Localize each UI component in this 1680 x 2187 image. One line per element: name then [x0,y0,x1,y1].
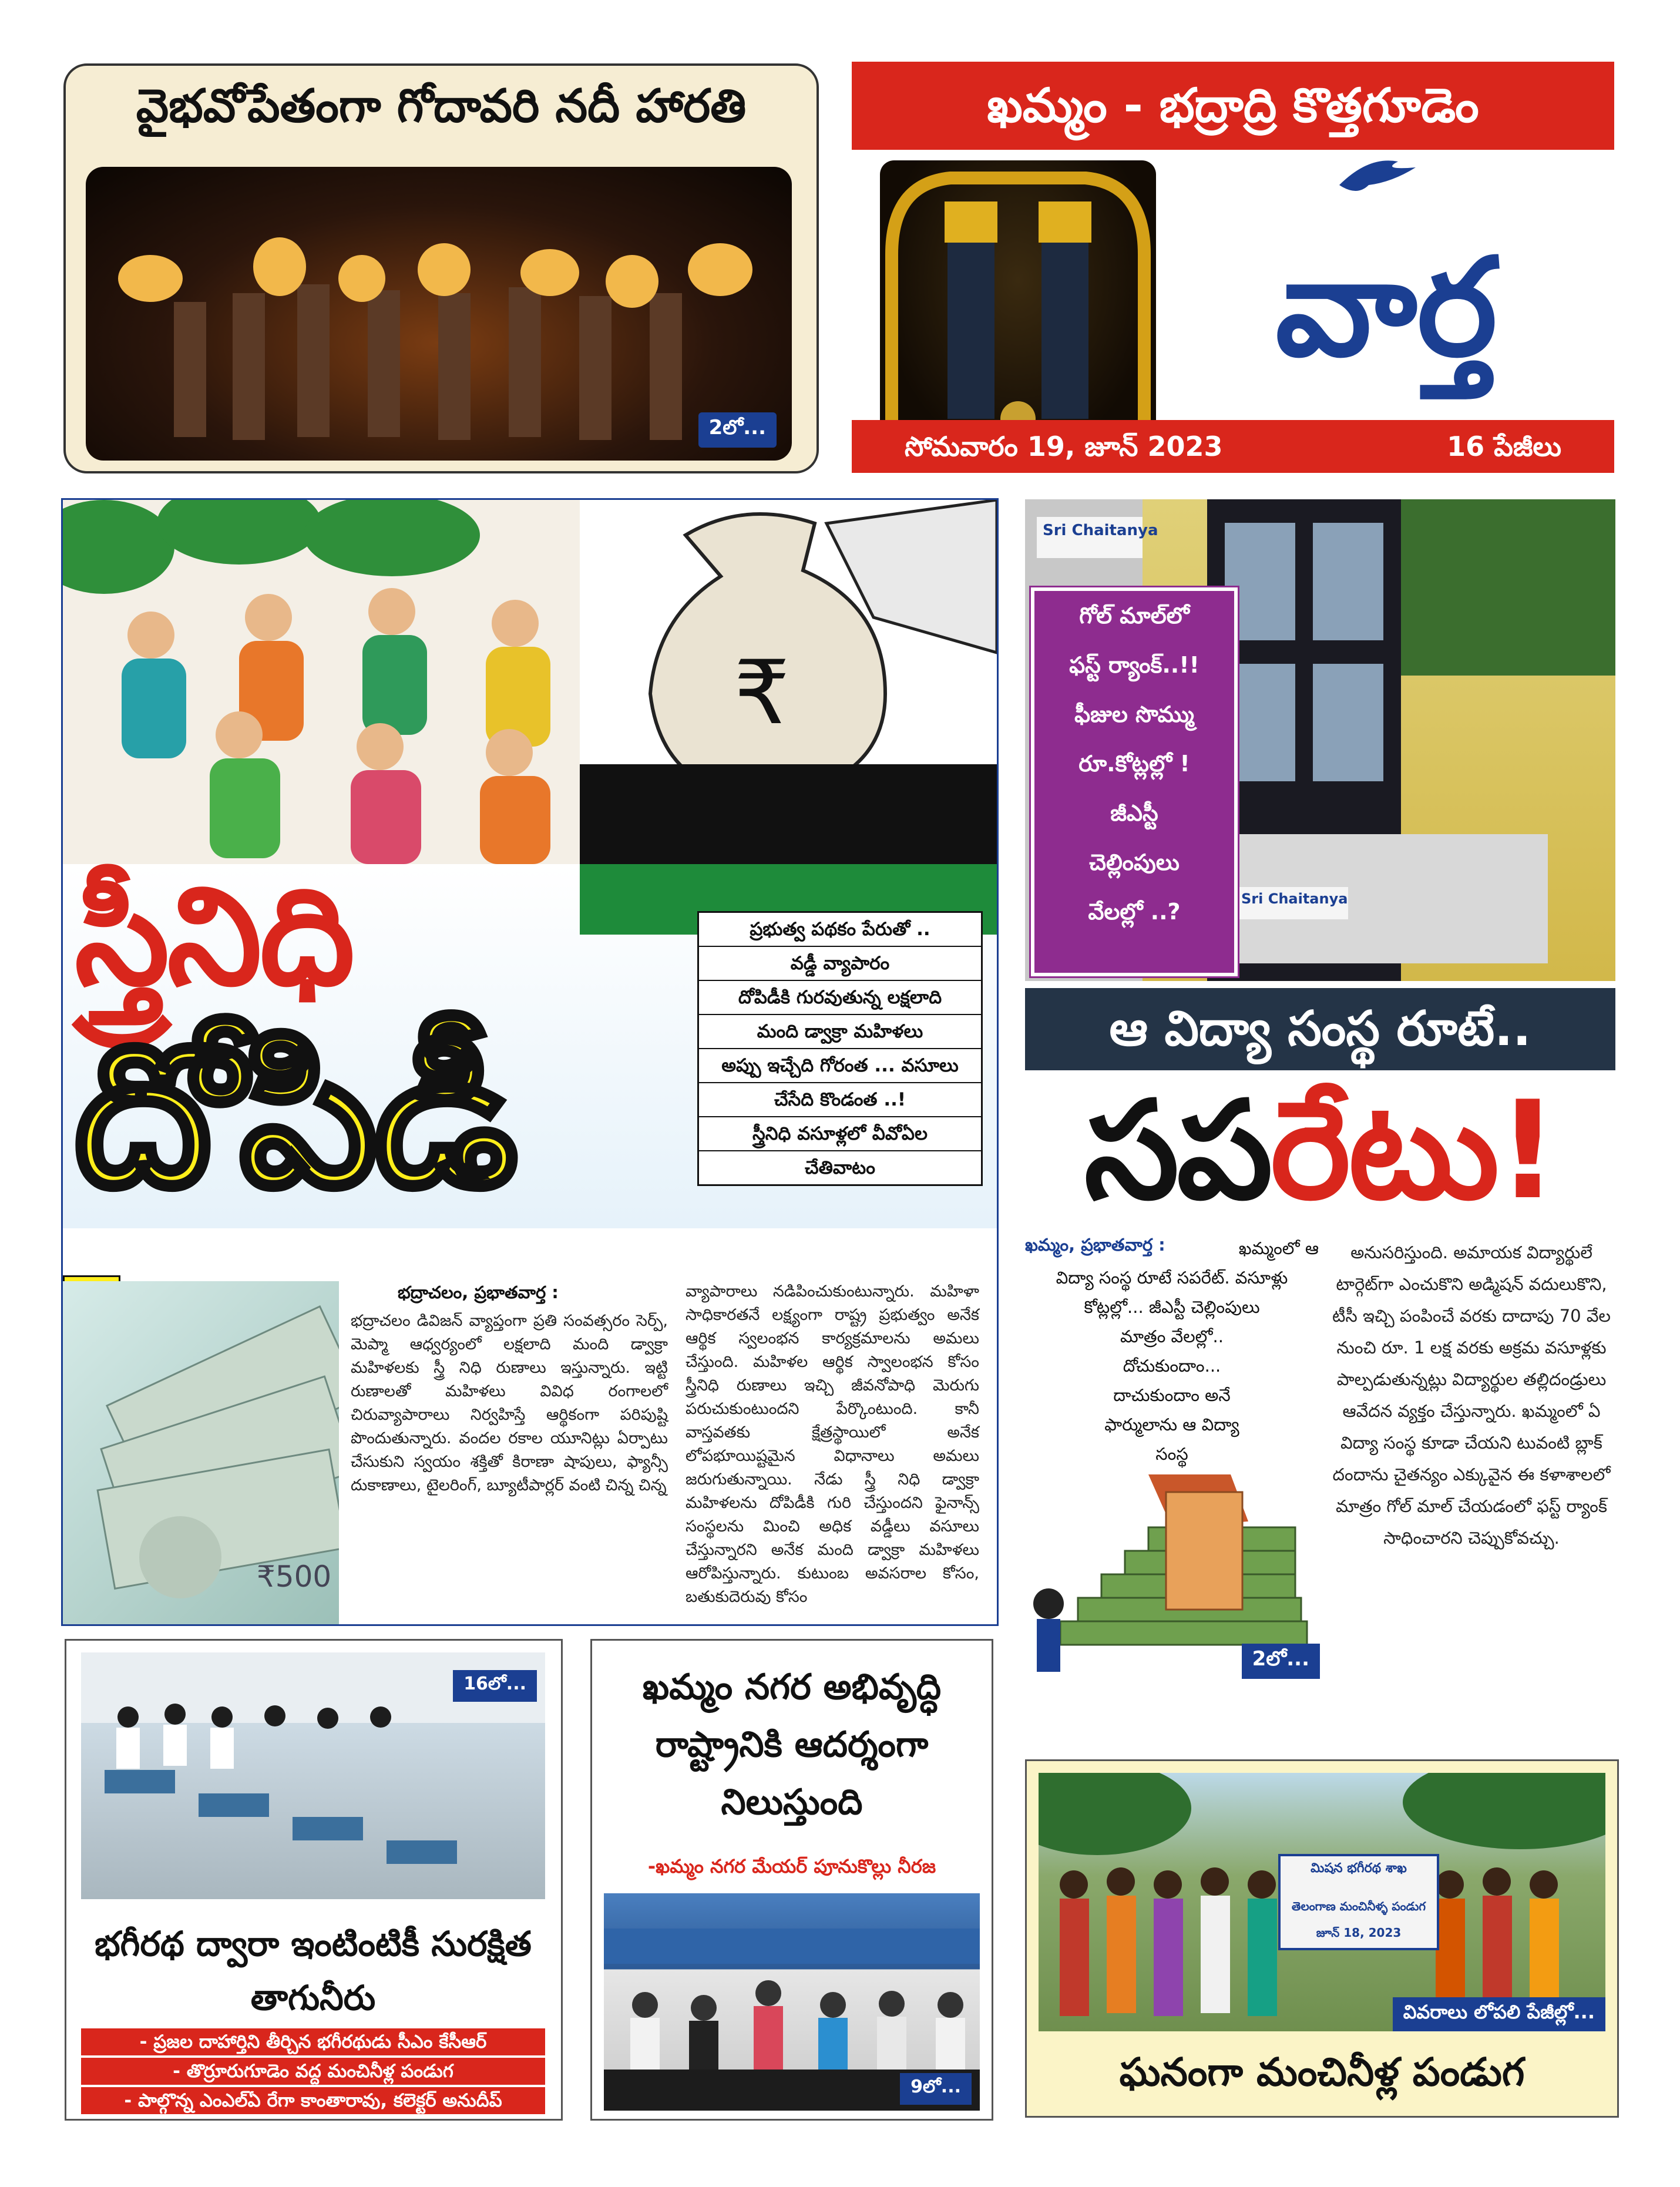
water-fest-title: ఘనంగా మంచినీళ్ల పండుగ [1119,2050,1525,2095]
lead-body-col2: వ్యాపారాలు నడిపించుకుంటున్నారు. మహిళా సాధికారతనే లక్ష్యంగా రాష్ట్ర ప్రభుత్వం అనేక ఆర్థిక స్వలంభన కార్యక్రమాలను అమలు చేస్తుంది. మహిళల ఆర్థిక స్వాలంభన కోసం స్త్రీనిధి రుణాలు ఇచ్చి జీవనోపాధి మెరుగు పరుచుకుంటుందని పేర్కొంటుంది. కానీ వాస్తవతకు క్షేత్రస్థాయిలో అనేక లోపభూయిష్టమైన విధానాలు అమలు జరుగుతున్నాయి. నేడు స్త్రీ నిధి డ్వాక్రా మహిళలను దోపిడీకి గురి చేస్తుందని ఫైనాన్స్ సంస్థలను మించి అధిక వడ్డీలు వసూలు చేస్తున్నారని అనేక మంది డ్వాక్రా మహిళలు ఆరోపిస్తున్నారు. కుటుంబ అవసరాల కోసం, బతుకుదెరువు కోసం [686,1282,979,1606]
subpoint: చేతివాటం [805,1157,875,1178]
school-callout [1031,587,1238,976]
callout-line: గోల్ మాల్‌లో [1079,603,1190,629]
callout-line: జీఎస్టీ [1110,800,1158,826]
subpoint: దోపిడీకి గురవుతున్న లక్షలాది [699,981,981,1015]
bhagiratha-box[interactable] [65,1639,563,2121]
building-money-illustration [1025,1474,1325,1686]
school-left-text [1025,1234,1319,1469]
subpoint: వడ్డీ వ్యాపారం [699,947,981,981]
subpoint: అప్పు ఇచ్చేది గోరంత ... వసూలు [699,1049,981,1083]
college-sign-1: Sri Chaitanya [1043,522,1158,539]
bhagiratha-bullet: - ప్రజల దాహార్తిని తీర్చిన భగీరథుడు సీఎం కేసీఆర్ [81,2028,545,2055]
school-line: కోట్లల్లో... జీఎస్టీ చెల్లింపులు [1084,1297,1260,1317]
school-right-col: అనుసరిస్తుంది. అమాయక విద్యార్థులే టార్గెట్‌గా ఎంచుకొని అడ్మిషన్ వదులుకొని, టీసీ ఇచ్చి పంపించే వరకు దాదాపు 70 వేల నుంచి రూ. 1 లక్ష వరకు అక్రమ వసూళ్లకు పాల్పడుతున్నట్లు విద్యార్థుల తల్లిదండ్రులు ఆవేదన వ్యక్తం చేస్తున్నారు. ఖమ్మంలో ఏ విద్యా సంస్థ కూడా చేయని టువంటి బ్లాక్ దందాను చైతన్యం ఎక్కువైన ఈ కళాశాలలో మాత్రం గోల్ మాల్ చేయడంలో ఫస్ట్ ర్యాంక్ సాధించారని చెప్పుకోవచ్చు. [1332,1242,1611,1548]
temple-idol-photo [880,160,1156,460]
school-line: ఫార్ములాను ఆ విద్యా [1104,1415,1239,1435]
lead-headline-1: స్త్రీనిధి [75,859,353,1016]
school-story[interactable] [1025,499,1615,1727]
lead-body-col1: భద్రాచలం డివిజన్ వ్యాప్తంగా ప్రతి సంవత్సరం సెర్ప్, మెప్మా ఆధ్వర్యంలో లక్షలాది మంది డ్వాక్రా మహిళలకు స్త్రీ నిధి రుణాలు ఇస్తున్నారు. ఇట్టి రుణాలతో మహిళలు వివిధ రంగాలలో చిరువ్యాపారాలు నిర్వహిస్తే ఆర్థికంగా పరిపుష్టి పొందుతున్నారు. వందల రకాల యూనిట్లు ఏర్పాటు చేసుకుని స్వయం శక్తితో కిరాణా షాపులు, ఫ్యాన్సీ దుకాణాలు, టైలరింగ్, బ్యూటీపార్లర్ వంటి చిన్న చిన్న [351,1312,668,1494]
water-fest-box[interactable] [1025,1759,1619,2118]
bhagiratha-photo [81,1652,545,1899]
school-line: ఖమ్మంలో ఆ [1238,1238,1319,1258]
school-headline-red: రేటు! [1270,1073,1557,1229]
masthead-pages: 16 పేజీలు [1447,431,1561,462]
masthead-region: ఖమ్మం - భద్రాద్రి కొత్తగూడెం [852,62,1614,150]
school-line: సంస్థ [1155,1444,1188,1464]
bhagiratha-bullet: - తొర్రూరుగూడెం వద్ద మంచినీళ్ల పండుగ [81,2058,545,2085]
harathi-photo [86,167,792,461]
mayor-box[interactable] [590,1639,993,2121]
harathi-title: వైభవోపేతంగా గోదావరి నదీ హారతి [136,80,747,133]
subpoint: స్త్రీనిధి వసూళ్లలో వీవోఏల [699,1117,981,1151]
college-sign-2: Sri Chaitanya [1241,891,1348,907]
lead-headline-2: దోపిడీ [75,1004,514,1229]
water-fest-photo [1039,1773,1605,2031]
harathi-teaser[interactable] [63,63,819,473]
harathi-page-ref[interactable]: 2లో... [698,412,777,448]
water-fest-banner-3: జూన్ 18, 2023 [1316,1926,1402,1940]
lead-black-slab [580,764,997,864]
callout-line: వేలల్లో ..? [1088,899,1181,925]
school-line: మాత్రం వేలల్లో.. [1120,1326,1224,1346]
school-line: దాచుకుందాం అనే [1113,1385,1231,1405]
bhagiratha-title: భగీరథ ద్వారా ఇంటింటికీ సురక్షిత తాగునీరు [95,1924,532,2018]
school-kicker: ఆ విద్యా సంస్థ రూటే.. [1025,988,1615,1070]
callout-line: ఫస్ట్ ర్యాంక్..!! [1069,652,1199,678]
masthead [852,62,1614,470]
school-headline [1025,1073,1615,1229]
water-fest-banner-2: తెలంగాణ మంచినీళ్ళ పండుగ [1291,1899,1426,1913]
masthead-logo: వార్త [1275,230,1497,387]
mayor-event-photo [604,1893,980,2111]
masthead-date: సోమవారం 19, జూన్ 2023 [905,431,1223,462]
lead-story[interactable] [61,498,999,1626]
dove-icon [1333,150,1422,203]
lead-dateline: భద్రాచలం, ప్రభాతవార్త : [398,1282,559,1302]
callout-line: ఫీజుల సొమ్ము [1074,701,1194,727]
subpoint: చేసేది కొండంత ..! [699,1083,981,1117]
callout-line: చెల్లింపులు [1089,849,1180,875]
water-fest-details-ref[interactable]: వివరాలు లోపలి పేజీల్లో... [1393,1997,1605,2031]
currency-notes-photo [63,1281,339,1624]
subpoint: ప్రభుత్వ పథకం పేరుతో .. [699,913,981,947]
svg-text:₹: ₹ [734,642,790,744]
bhagiratha-page-ref[interactable]: 16లో... [453,1670,537,1702]
date-bar [852,420,1614,473]
school-line: విద్యా సంస్థ రూటే సపరేట్. వసూళ్లు [1056,1268,1288,1288]
water-fest-banner-1: మిషన భగీరథ శాఖ [1311,1861,1407,1876]
school-headline-black: సప [1084,1073,1271,1229]
school-page-ref[interactable]: 2లో... [1242,1644,1320,1679]
mayor-byline: -ఖమ్మం నగర మేయర్ పూనుకొల్లు నీరజ [647,1855,936,1877]
mayor-page-ref[interactable]: 9లో... [900,2073,972,2105]
school-line: దోచుకుందాం... [1123,1356,1221,1376]
lead-subpoints [697,911,983,1186]
bhagiratha-bullet: - పాల్గొన్న ఎంఎల్ఏ రేగా కాంతారావు, కలెక్టర్ అనుదీప్ [81,2087,545,2114]
svg-text:₹500: ₹500 [257,1560,332,1594]
subpoint: మంది డ్వాక్రా మహిళలు [699,1015,981,1049]
mayor-headline: ఖమ్మం నగర అభివృద్ధి రాష్ట్రానికి ఆదర్శంగా నిలుస్తుంది [642,1667,942,1823]
school-dateline: ఖమ్మం, ప్రభాతవార్త : [1025,1235,1165,1255]
callout-line: రూ.కోట్లల్లో ! [1078,751,1190,777]
